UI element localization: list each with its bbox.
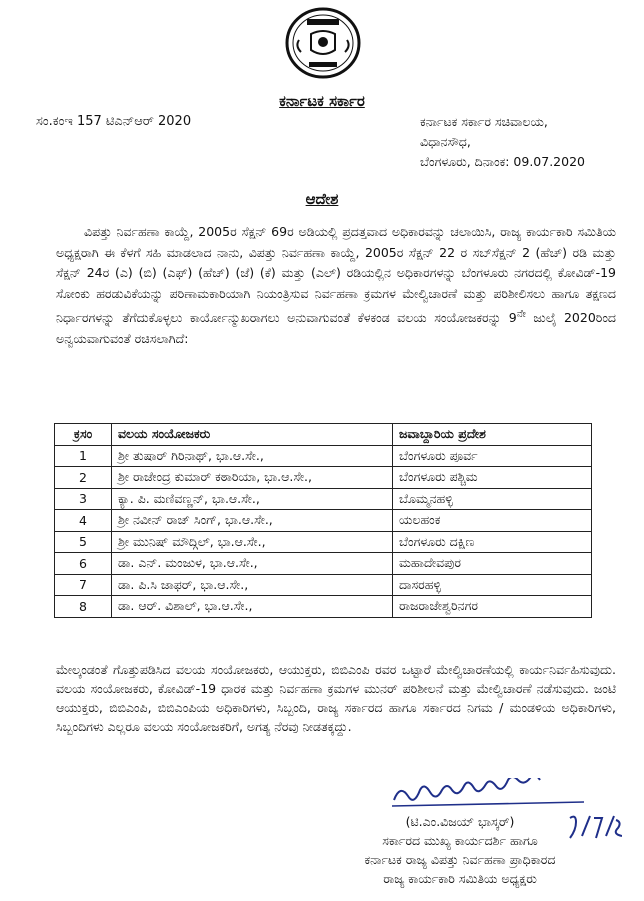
coordinator-cell: ಡಾ. ಆರ್. ವಿಶಾಲ್, ಭಾ.ಆ.ಸೇ., xyxy=(112,596,393,618)
area-cell: ಮಹಾದೇವಪುರ xyxy=(393,553,592,575)
area-cell: ಯಲಹಂಕ xyxy=(393,510,592,532)
date-superscript: ನೇ xyxy=(516,308,526,320)
area-cell: ಬೊಮ್ಮನಹಳ್ಳಿ xyxy=(393,488,592,510)
area-cell: ರಾಜರಾಜೇಶ್ವರಿನಗರ xyxy=(393,596,592,618)
office-address xyxy=(420,112,585,172)
area-cell: ಬೆಂಗಳೂರು ಪೂರ್ವ xyxy=(393,445,592,467)
area-cell: ಬೆಂಗಳೂರು ಪಶ್ಚಿಮ xyxy=(393,467,592,489)
coordinator-cell: ಶ್ರೀ ತುಷಾರ್ ಗಿರಿನಾಥ್, ಭಾ.ಆ.ಸೇ., xyxy=(112,445,393,467)
serial-cell: 7 xyxy=(55,574,112,596)
instructions-paragraph: ಮೇಲ್ಕಂಡಂತೆ ಗೊತ್ತುಪಡಿಸಿದ ವಲಯ ಸಂಯೋಜಕರು, ಆಯುಕ್ತರು, ಬಿಬಿಎಂಪಿ ರವರ ಒಟ್ಟಾರೆ ಮೇಲ್ವಿಚಾರಣೆಯಲ್ಲಿ ಕಾರ್ಯನಿರ್ವಹಿಸುವುದು. ವಲಯ ಸಂಯೋಜಕರು, ಕೋವಿಡ್-19 ಧಾರಕ ಮತ್ತು ನಿರ್ವಹಣಾ ಕ್ರಮಗಳ ಮುನರ್ ಪರಿಶೀಲನೆ ಮತ್ತು ಮೇಲ್ವಿಚಾರಣೆ ನಡೆಸುವುದು. ಜಂಟಿ ಆಯುಕ್ತರು, ಬಿಬಿಎಂಪಿ, ಬಿಬಿಎಂಪಿಯ ಅಧಿಕಾರಿಗಳು, ಸಿಬ್ಬಂದಿ, ರಾಜ್ಯ ಸರ್ಕಾರದ ಹಾಗೂ ಸರ್ಕಾರದ ನಿಗಮ / ಮಂಡಳಿಯ ಅಧಿಕಾರಿಗಳು, ಸಿಬ್ಬಂದಿಗಳು ಎಲ್ಲರೂ ವಲಯ ಸಂಯೋಜಕರಿಗೆ, ಅಗತ್ಯ ನೆರವು ನೀಡತಕ್ಕದ್ದು. xyxy=(56,662,616,734)
zone-coordinators-table xyxy=(54,423,592,618)
coordinator-cell: ಡಾ. ಪಿ.ಸಿ ಜಾಫರ್, ಭಾ.ಆ.ಸೇ., xyxy=(112,574,393,596)
col-header-coordinator: ವಲಯ ಸಂಯೋಜಕರು xyxy=(112,424,393,446)
signature-block xyxy=(310,812,610,888)
col-header-serial: ಕ್ರಸಂ xyxy=(55,424,112,446)
serial-cell: 5 xyxy=(55,531,112,553)
serial-cell: 1 xyxy=(55,445,112,467)
order-title: ಆದೇಶ xyxy=(305,190,339,208)
coordinator-cell: ಶ್ರೀ ನವೀನ್ ರಾಜ್ ಸಿಂಗ್, ಭಾ.ಆ.ಸೇ., xyxy=(112,510,393,532)
state-emblem xyxy=(283,6,363,80)
order-paragraph-text: ವಿಪತ್ತು ನಿರ್ವಹಣಾ ಕಾಯ್ದೆ, 2005ರ ಸೆಕ್ಷನ್ 69ರ ಅಡಿಯಲ್ಲಿ ಪ್ರದತ್ತವಾದ ಅಧಿಕಾರವನ್ನು ಚಲಾಯಿಸಿ, ರಾಜ್ಯ ಕಾರ್ಯಕಾರಿ ಸಮಿತಿಯ ಅಧ್ಯಕ್ಷರಾಗಿ ಈ ಕೆಳಗೆ ಸಹಿ ಮಾಡಲಾದ ನಾನು, ವಿಪತ್ತು ನಿರ್ವಹಣಾ ಕಾಯ್ದೆ, 2005ರ ಸೆಕ್ಷನ್ 22 ರ ಸಬ್‌ಸೆಕ್ಷನ್ 2 (ಹೆಚ್) ರಡಿ ಮತ್ತು ಸೆಕ್ಷನ್ 24ರ (ಎ) (ಬಿ) (ಎಫ್) (ಹೆಚ್) (ಜೆ) (ಕೆ) ಮತ್ತು (ಎಲ್) ರಡಿಯಲ್ಲಿನ ಅಧಿಕಾರಗಳನ್ನು ಬೆಂಗಳೂರು ನಗರದಲ್ಲಿ ಕೋವಿಡ್-19 ಸೋಂಕು ಹರಡುವಿಕೆಯನ್ನು ಪರಿಣಾಮಕಾರಿಯಾಗಿ ನಿಯಂತ್ರಿಸುವ ನಿರ್ವಹಣಾ ಕ್ರಮಗಳ ಮೇಲ್ವಿಚಾರಣೆ ಮತ್ತು ಪರಿಶೀಲಿಸಲು ಹಾಗೂ ತಕ್ಷಣದ ನಿರ್ಧಾರಗಳನ್ನು ತೆಗೆದುಕೊಳ್ಳಲು ಕಾರ್ಯೋನ್ಮುಖರಾಗಲು ಅನುವಾಗುವಂತೆ ಕೆಳಕಂಡ ವಲಯ ಸಂಯೋಜಕರನ್ನು 9 xyxy=(56,224,616,326)
signatory-designation: ರಾಜ್ಯ ಕಾರ್ಯಕಾರಿ ಸಮಿತಿಯ ಅಧ್ಯಕ್ಷರು xyxy=(383,871,537,886)
signatory-designation: ಸರ್ಕಾರದ ಮುಖ್ಯ ಕಾರ್ಯದರ್ಶಿ ಹಾಗೂ xyxy=(382,833,538,848)
coordinator-cell: ಶ್ರೀ ರಾಜೇಂದ್ರ ಕುಮಾರ್ ಕಠಾರಿಯಾ, ಭಾ.ಆ.ಸೇ., xyxy=(112,467,393,489)
coordinator-cell: ಡಾ. ಎನ್. ಮಂಜುಳ, ಭಾ.ಆ.ಸೇ., xyxy=(112,553,393,575)
signatory-name: (ಟಿ.ಎಂ.ವಿಜಯ್ ಭಾಸ್ಕರ್) xyxy=(405,814,515,829)
table-row xyxy=(55,553,592,575)
government-title: ಕರ್ನಾಟಕ ಸರ್ಕಾರ xyxy=(279,92,365,110)
serial-cell: 2 xyxy=(55,467,112,489)
table-row xyxy=(55,574,592,596)
table-row xyxy=(55,488,592,510)
serial-cell: 3 xyxy=(55,488,112,510)
order-paragraph-tail: ಜುಲೈ 2020ರಿಂದ ಅನ್ವಯವಾಗುವಂತೆ ರಚಿಸಲಾಗಿದೆ: xyxy=(56,310,616,346)
table-row xyxy=(55,596,592,618)
table-row xyxy=(55,531,592,553)
serial-cell: 4 xyxy=(55,510,112,532)
reference-number: ಸಂ.ಕಂಇ 157 ಟಿಎನ್ಆರ್ 2020 xyxy=(36,114,192,129)
table-row xyxy=(55,510,592,532)
serial-cell: 8 xyxy=(55,596,112,618)
coordinator-cell: ಕ್ಯಾ. ಪಿ. ಮಣಿವಣ್ಣನ್, ಭಾ.ಆ.ಸೇ., xyxy=(112,488,393,510)
col-header-area: ಜವಾಬ್ದಾರಿಯ ಪ್ರದೇಶ xyxy=(393,424,592,446)
address-line: ವಿಧಾನಸೌಧ, xyxy=(420,134,471,149)
coordinator-cell: ಶ್ರೀ ಮುನಿಷ್ ಮೌದ್ಗಿಲ್, ಭಾ.ಆ.ಸೇ., xyxy=(112,531,393,553)
address-date-line: ಬೆಂಗಳೂರು, ದಿನಾಂಕ: 09.07.2020 xyxy=(420,154,585,169)
table-row xyxy=(55,467,592,489)
table-row xyxy=(55,445,592,467)
table-header-row xyxy=(55,424,592,446)
area-cell: ದಾಸರಹಳ್ಳಿ xyxy=(393,574,592,596)
handwritten-signature xyxy=(388,778,588,816)
area-cell: ಬೆಂಗಳೂರು ದಕ್ಷಿಣ xyxy=(393,531,592,553)
serial-cell: 6 xyxy=(55,553,112,575)
signatory-designation: ಕರ್ನಾಟಕ ರಾಜ್ಯ ವಿಪತ್ತು ನಿರ್ವಹಣಾ ಪ್ರಾಧಿಕಾರದ xyxy=(364,852,556,867)
order-paragraph xyxy=(56,222,616,349)
address-line: ಕರ್ನಾಟಕ ಸರ್ಕಾರ ಸಚಿವಾಲಯ, xyxy=(420,114,548,129)
